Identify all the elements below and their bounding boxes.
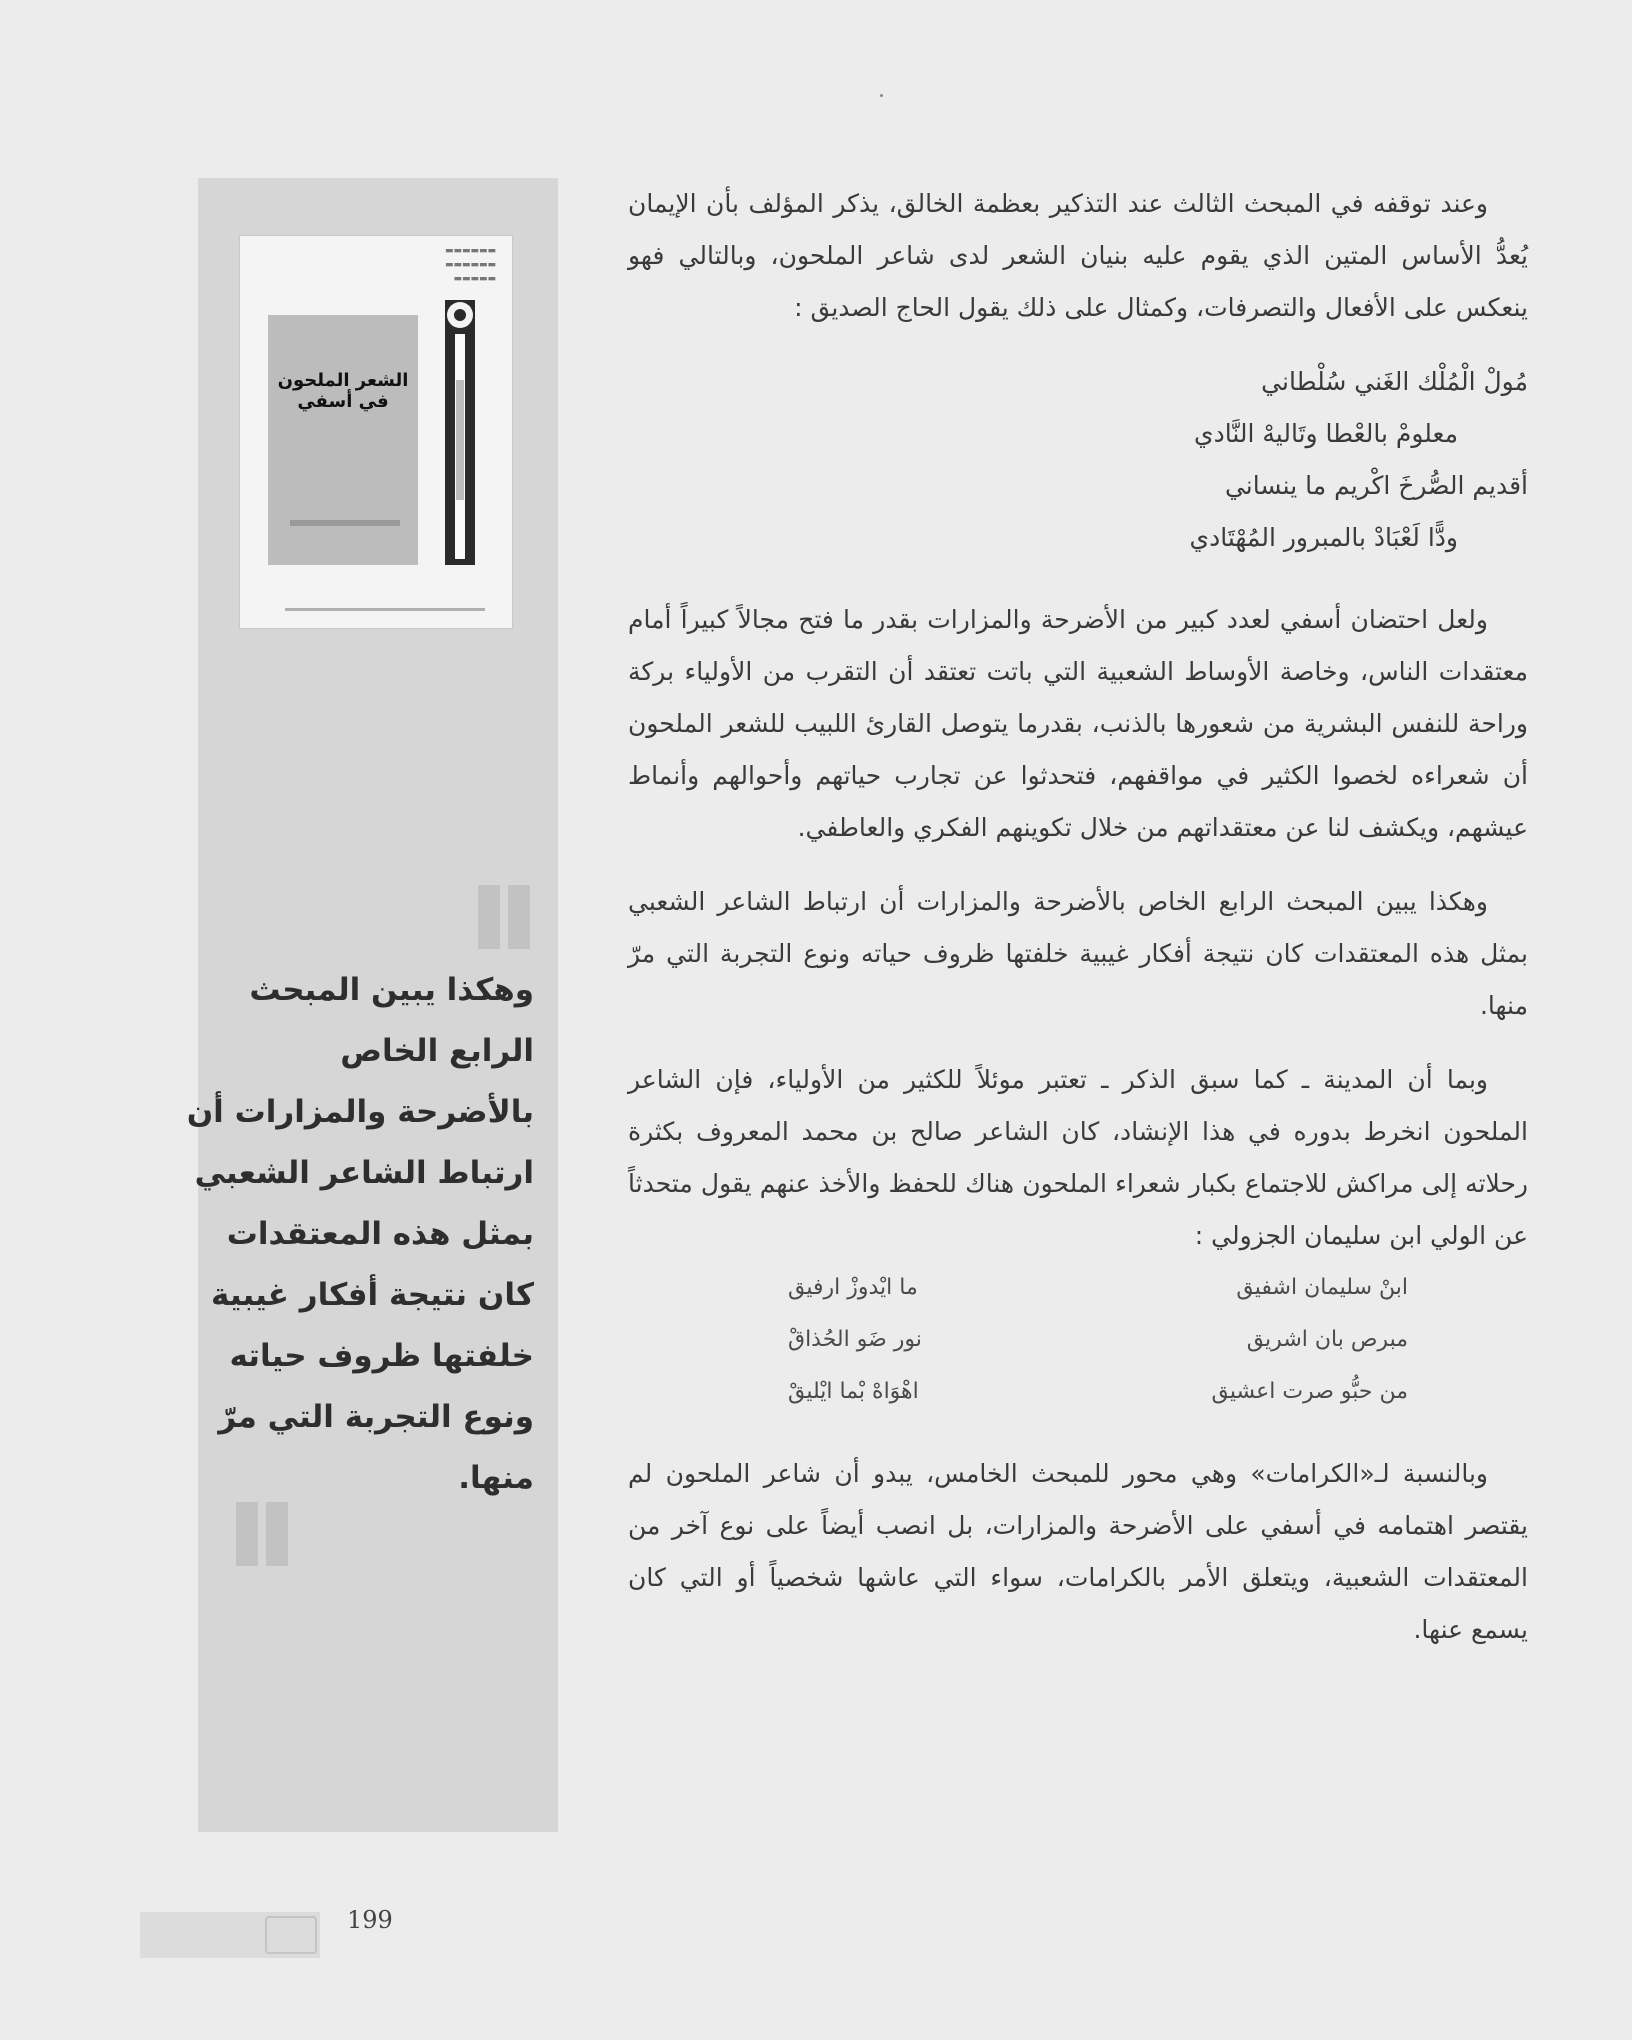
paragraph: وبالنسبة لـ«الكرامات» وهي محور للمبحث الخامس، يبدو أن شاعر الملحون لم يقتصر اهتمامه في أسفي على الأضرحة والمزارات، بل انصب أيضاً على نوع آخر من المعتقدات الشعبية، ويتعلق الأمر بالكرامات، سواء التي عاشها شخصياً أو التي كان يسمع عنها. <box>628 1459 1528 1644</box>
book-emblem-icon <box>447 302 473 328</box>
book-cover-title: الشعر الملحون في أسفي <box>277 370 409 412</box>
poem-hemistich-left: اهْوَاهْ بْما ايْليقْ <box>788 1379 919 1404</box>
poem-row <box>788 1262 1408 1314</box>
pull-quote-line: منها. <box>458 1460 534 1496</box>
article-body <box>628 178 1528 1656</box>
paragraph: ولعل احتضان أسفي لعدد كبير من الأضرحة والمزارات بقدر ما فتح مجالاً كبيراً أمام معتقدات الناس، وخاصة الأوساط الشعبية التي باتت تعتقد أن التقرب من الأولياء بركة وراحة للنفس البشرية من شعورها بالذنب، بقدرما يتوصل القارئ اللبيب للشعر الملحون أن شعراءه لخصوا الكثير في مواقفهم، فتحدثوا عن تجارب حياتهم وأحوالهم وأنماط عيشهم، ويكشف لنا عن معتقداتهم من خلال تكوينهم الفكري والعاطفي. <box>628 605 1528 842</box>
book-spine-text <box>456 380 464 500</box>
quote-open-icon <box>478 885 500 949</box>
poem-hemistich-left: ما ايْدوزْ ارفيق <box>788 1275 918 1300</box>
poem-hemistich-right: مبرص بان اشريق <box>1246 1327 1408 1352</box>
pull-quote-line: وهكذا يبين المبحث <box>249 972 534 1008</box>
pull-quote-line: بالأضرحة والمزارات أن <box>186 1094 534 1130</box>
pull-quote-line: خلفتها ظروف حياته <box>229 1338 534 1374</box>
poem-line: مُولْ الْمُلْك الغَني سُلْطاني <box>1261 367 1528 396</box>
poem-line: أقديم الصُّرخَ اكْريم ما ينساني <box>1224 471 1528 500</box>
poem-row <box>788 1366 1408 1418</box>
page-number: 199 <box>347 1906 393 1934</box>
pull-quote <box>186 960 534 1509</box>
magazine-logo-icon <box>265 1916 317 1954</box>
paragraph: وبما أن المدينة ـ كما سبق الذكر ـ تعتبر موئلاً للكثير من الأولياء، فإن الشاعر الملحون انخرط بدوره في هذا الإنشاد، كان الشاعر صالح بن محمد المعروف بكثرة رحلاته إلى مراكش للاجتماع بكبار شعراء الملحون هناك للحفظ والأخذ عنهم يقول متحدثاً عن الولي ابن سليمان الجزولي : <box>628 1065 1528 1250</box>
pull-quote-line: ونوع التجربة التي مرّ <box>218 1399 534 1435</box>
book-cover-header-text: ▬▬▬▬▬▬ ▬▬▬▬▬▬ ▬▬▬▬▬ <box>444 246 496 284</box>
poem-hemistich-left: نور ضَو الحُذاقْ <box>788 1327 922 1352</box>
pull-quote-line: ارتباط الشاعر الشعبي <box>194 1155 534 1191</box>
quote-close-icon <box>236 1502 258 1566</box>
poem-hemistich-right: من حبُّو صرت اعشيق <box>1211 1379 1408 1404</box>
poem-table <box>788 1262 1408 1418</box>
page-mark <box>880 94 883 97</box>
pull-quote-line: الرابع الخاص <box>340 1033 534 1069</box>
paragraph: وهكذا يبين المبحث الرابع الخاص بالأضرحة والمزارات أن ارتباط الشاعر الشعبي بمثل هذه المعتقدات كان نتيجة أفكار غيبية خلفتها ظروف حياته ونوع التجربة التي مرّ منها. <box>628 887 1528 1020</box>
paragraph: وعند توقفه في المبحث الثالث عند التذكير بعظمة الخالق، يذكر المؤلف بأن الإيمان يُعدُّ الأساس المتين الذي يقوم عليه بنيان الشعر لدى شاعر الملحون، وبالتالي فهو ينعكس على الأفعال والتصرفات، وكمثال على ذلك يقول الحاج الصديق : <box>628 189 1528 322</box>
book-cover-author <box>290 520 400 526</box>
poem-verses <box>628 356 1528 564</box>
book-cover-publisher <box>285 608 485 611</box>
quote-close-icon <box>266 1502 288 1566</box>
book-cover-panel <box>268 315 418 565</box>
poem-line: ودًّا لَعْبَادْ بالمبرور المُهْتَادي <box>1189 523 1458 552</box>
pull-quote-line: بمثل هذه المعتقدات <box>226 1216 534 1252</box>
poem-row <box>788 1314 1408 1366</box>
pull-quote-line: كان نتيجة أفكار غيبية <box>211 1277 534 1313</box>
poem-line: معلومْ بالعْطا وتَاليهْ النَّادي <box>1194 419 1458 448</box>
poem-hemistich-right: ابنْ سليمان اشفيق <box>1236 1275 1408 1300</box>
quote-open-icon <box>508 885 530 949</box>
